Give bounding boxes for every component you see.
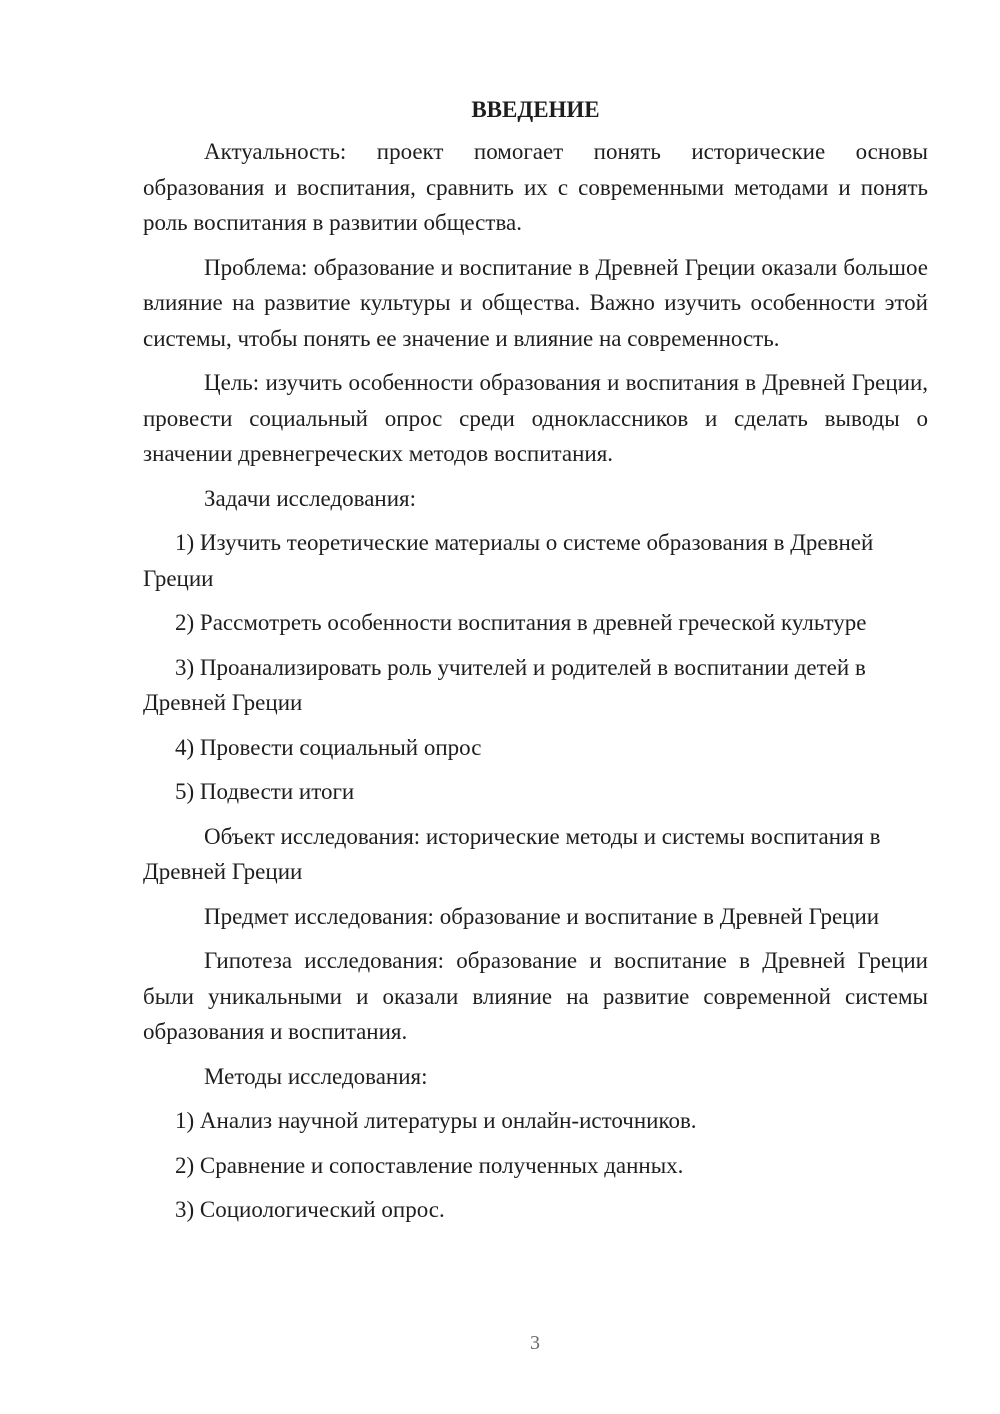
section-title: ВВЕДЕНИЕ [471,97,600,122]
task-item: 3) Проанализировать роль учителей и родителей в воспитании детей в Древней Греции [143,654,866,715]
paragraph-object: Объект исследования: исторические методы и системы воспитания в Древней Греции [143,823,881,884]
paragraph-problem: Проблема: образование и воспитание в Древней Греции оказали большое влияние на развитие культуры и общества. Важно изучить особенности этой системы, чтобы понять ее значение и влияние на современность. [143,254,928,351]
paragraph-hypothesis: Гипотеза исследования: образование и воспитание в Древней Греции были уникальными и оказали влияние на развитие современной системы образования и воспитания. [143,948,928,1044]
task-item: 4) Провести социальный опрос [175,734,482,760]
paragraph-subject: Предмет исследования: образование и воспитание в Древней Греции [204,903,880,929]
method-item: 2) Сравнение и сопоставление полученных данных. [175,1152,684,1178]
task-item: 1) Изучить теоретические материалы о системе образования в Древней Греции [143,530,874,591]
tasks-heading: Задачи исследования: [204,485,417,511]
task-item: 2) Рассмотреть особенности воспитания в древней греческой культуре [175,610,867,635]
task-item: 5) Подвести итоги [175,779,355,804]
page-content [143,92,928,1237]
method-item: 3) Социологический опрос. [175,1197,445,1222]
page-number: 3 [530,1332,540,1354]
methods-heading: Методы исследования: [204,1063,428,1089]
method-item: 1) Анализ научной литературы и онлайн-источников. [175,1108,697,1133]
paragraph-goal: Цель: изучить особенности образования и воспитания в Древней Греции, провести социальный опрос среди одноклассников и сделать выводы о значении древнегреческих методов воспитания. [143,370,928,466]
paragraph-relevance: Актуальность: проект помогает понять исторические основы образования и воспитания, сравнить их с современными методами и понять роль воспитания в развитии общества. [143,139,928,235]
